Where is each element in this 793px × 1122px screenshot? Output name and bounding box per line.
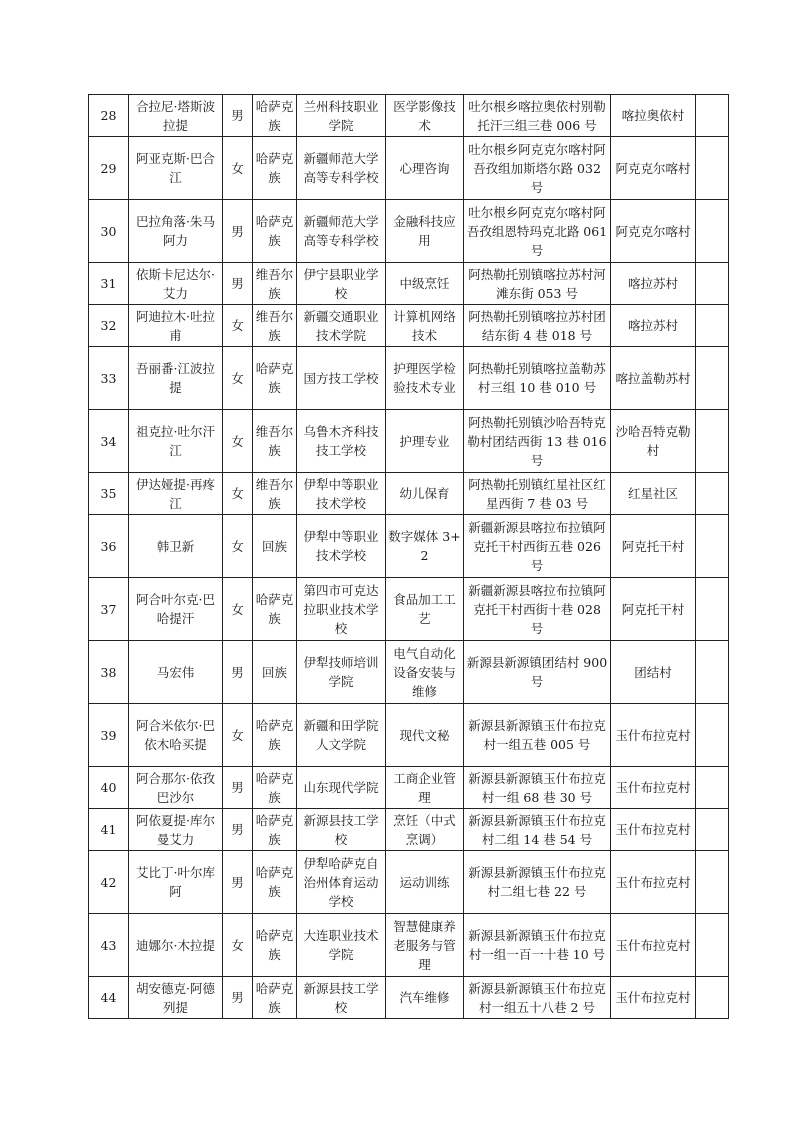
gender-cell: 男 (223, 977, 253, 1019)
major-cell: 计算机网络技术 (386, 305, 464, 347)
remarks-cell (696, 977, 729, 1019)
major-cell: 烹饪（中式烹调） (386, 809, 464, 851)
remarks-cell (696, 410, 729, 473)
remarks-cell (696, 95, 729, 137)
student-name-cell: 阿合那尔·依孜巴沙尔 (129, 767, 223, 809)
village-cell: 喀拉苏村 (611, 305, 696, 347)
gender-cell: 女 (223, 347, 253, 410)
village-cell: 喀拉苏村 (611, 263, 696, 305)
home-address-cell: 阿热勒托别镇喀拉苏村团结东街 4 巷 018 号 (464, 305, 611, 347)
row-index-cell: 41 (89, 809, 129, 851)
school-name-cell: 新疆和田学院人文学院 (297, 704, 386, 767)
remarks-cell (696, 473, 729, 515)
home-address-cell: 阿热勒托别镇喀拉苏村河滩东街 053 号 (464, 263, 611, 305)
major-cell: 护理专业 (386, 410, 464, 473)
gender-cell: 男 (223, 641, 253, 704)
remarks-cell (696, 851, 729, 914)
gender-cell: 女 (223, 914, 253, 977)
major-cell: 工商企业管理 (386, 767, 464, 809)
row-index-cell: 31 (89, 263, 129, 305)
table-row (89, 641, 729, 704)
major-cell: 食品加工工艺 (386, 578, 464, 641)
village-cell: 沙哈吾特克勒村 (611, 410, 696, 473)
home-address-cell: 新源县新源镇玉什布拉克村一组五巷 005 号 (464, 704, 611, 767)
student-name-cell: 艾比丁·叶尔库阿 (129, 851, 223, 914)
ethnicity-cell: 哈萨克族 (253, 704, 297, 767)
gender-cell: 女 (223, 473, 253, 515)
school-name-cell: 新疆交通职业技术学院 (297, 305, 386, 347)
remarks-cell (696, 347, 729, 410)
ethnicity-cell: 回族 (253, 515, 297, 578)
school-name-cell: 伊犁技师培训学院 (297, 641, 386, 704)
student-name-cell: 韩卫新 (129, 515, 223, 578)
table-row (89, 914, 729, 977)
remarks-cell (696, 704, 729, 767)
table-row (89, 767, 729, 809)
major-cell: 医学影像技术 (386, 95, 464, 137)
table-row (89, 410, 729, 473)
major-cell: 电气自动化设备安装与维修 (386, 641, 464, 704)
school-name-cell: 大连职业技术学院 (297, 914, 386, 977)
village-cell: 喀拉盖勒苏村 (611, 347, 696, 410)
school-name-cell: 第四市可克达拉职业技术学校 (297, 578, 386, 641)
ethnicity-cell: 回族 (253, 641, 297, 704)
ethnicity-cell: 哈萨克族 (253, 767, 297, 809)
village-cell: 阿克克尔喀村 (611, 200, 696, 263)
gender-cell: 女 (223, 704, 253, 767)
remarks-cell (696, 200, 729, 263)
home-address-cell: 吐尔根乡阿克克尔喀村阿吾孜组加斯塔尔路 032 号 (464, 137, 611, 200)
student-name-cell: 阿合米依尔·巴依木哈买提 (129, 704, 223, 767)
gender-cell: 女 (223, 515, 253, 578)
row-index-cell: 29 (89, 137, 129, 200)
major-cell: 运动训练 (386, 851, 464, 914)
table-row (89, 473, 729, 515)
student-name-cell: 阿依夏提·库尔曼艾力 (129, 809, 223, 851)
ethnicity-cell: 哈萨克族 (253, 578, 297, 641)
row-index-cell: 42 (89, 851, 129, 914)
gender-cell: 男 (223, 851, 253, 914)
remarks-cell (696, 767, 729, 809)
student-name-cell: 巴拉角落·朱马阿力 (129, 200, 223, 263)
village-cell: 红星社区 (611, 473, 696, 515)
gender-cell: 男 (223, 200, 253, 263)
home-address-cell: 吐尔根乡阿克克尔喀村阿吾孜组恩特玛克北路 061 号 (464, 200, 611, 263)
major-cell: 数字媒体 3+2 (386, 515, 464, 578)
row-index-cell: 33 (89, 347, 129, 410)
gender-cell: 男 (223, 263, 253, 305)
home-address-cell: 吐尔根乡喀拉奥依村别勒托汗三组三巷 006 号 (464, 95, 611, 137)
row-index-cell: 43 (89, 914, 129, 977)
table-row (89, 347, 729, 410)
major-cell: 汽车维修 (386, 977, 464, 1019)
student-name-cell: 胡安德克·阿德列提 (129, 977, 223, 1019)
gender-cell: 男 (223, 809, 253, 851)
home-address-cell: 新源县新源镇团结村 900 号 (464, 641, 611, 704)
major-cell: 金融科技应用 (386, 200, 464, 263)
village-cell: 喀拉奥依村 (611, 95, 696, 137)
table-row (89, 95, 729, 137)
student-name-cell: 马宏伟 (129, 641, 223, 704)
student-name-cell: 合拉尼·塔斯波拉提 (129, 95, 223, 137)
remarks-cell (696, 305, 729, 347)
village-cell: 玉什布拉克村 (611, 977, 696, 1019)
gender-cell: 女 (223, 305, 253, 347)
home-address-cell: 新疆新源县喀拉布拉镇阿克托干村西街五巷 026 号 (464, 515, 611, 578)
home-address-cell: 新源县新源镇玉什布拉克村一组 68 巷 30 号 (464, 767, 611, 809)
table-row (89, 515, 729, 578)
ethnicity-cell: 哈萨克族 (253, 914, 297, 977)
village-cell: 玉什布拉克村 (611, 809, 696, 851)
table-row (89, 809, 729, 851)
remarks-cell (696, 515, 729, 578)
remarks-cell (696, 578, 729, 641)
ethnicity-cell: 哈萨克族 (253, 200, 297, 263)
row-index-cell: 32 (89, 305, 129, 347)
remarks-cell (696, 137, 729, 200)
table-row (89, 263, 729, 305)
table-row (89, 137, 729, 200)
remarks-cell (696, 641, 729, 704)
row-index-cell: 38 (89, 641, 129, 704)
ethnicity-cell: 哈萨克族 (253, 809, 297, 851)
table-row (89, 305, 729, 347)
table-row (89, 578, 729, 641)
major-cell: 中级烹饪 (386, 263, 464, 305)
gender-cell: 男 (223, 95, 253, 137)
village-cell: 玉什布拉克村 (611, 851, 696, 914)
ethnicity-cell: 哈萨克族 (253, 137, 297, 200)
roster-body (89, 95, 729, 1019)
village-cell: 玉什布拉克村 (611, 767, 696, 809)
village-cell: 阿克托干村 (611, 578, 696, 641)
row-index-cell: 30 (89, 200, 129, 263)
ethnicity-cell: 哈萨克族 (253, 977, 297, 1019)
village-cell: 团结村 (611, 641, 696, 704)
student-name-cell: 阿合叶尔克·巴哈提汗 (129, 578, 223, 641)
village-cell: 玉什布拉克村 (611, 704, 696, 767)
gender-cell: 女 (223, 137, 253, 200)
row-index-cell: 39 (89, 704, 129, 767)
major-cell: 智慧健康养老服务与管理 (386, 914, 464, 977)
remarks-cell (696, 263, 729, 305)
row-index-cell: 36 (89, 515, 129, 578)
school-name-cell: 山东现代学院 (297, 767, 386, 809)
school-name-cell: 兰州科技职业学院 (297, 95, 386, 137)
ethnicity-cell: 维吾尔族 (253, 410, 297, 473)
village-cell: 阿克克尔喀村 (611, 137, 696, 200)
home-address-cell: 新源县新源镇玉什布拉克村一组一百一十巷 10 号 (464, 914, 611, 977)
ethnicity-cell: 哈萨克族 (253, 347, 297, 410)
remarks-cell (696, 809, 729, 851)
row-index-cell: 34 (89, 410, 129, 473)
home-address-cell: 新疆新源县喀拉布拉镇阿克托干村西街十巷 028 号 (464, 578, 611, 641)
gender-cell: 女 (223, 578, 253, 641)
school-name-cell: 伊犁哈萨克自治州体育运动学校 (297, 851, 386, 914)
school-name-cell: 乌鲁木齐科技技工学校 (297, 410, 386, 473)
table-row (89, 704, 729, 767)
gender-cell: 男 (223, 767, 253, 809)
student-name-cell: 阿亚克斯·巴合江 (129, 137, 223, 200)
student-name-cell: 伊达娅提·再疼江 (129, 473, 223, 515)
table-row (89, 851, 729, 914)
school-name-cell: 新源县技工学校 (297, 809, 386, 851)
major-cell: 心理咨询 (386, 137, 464, 200)
village-cell: 玉什布拉克村 (611, 914, 696, 977)
school-name-cell: 新疆师范大学高等专科学校 (297, 200, 386, 263)
row-index-cell: 44 (89, 977, 129, 1019)
row-index-cell: 40 (89, 767, 129, 809)
home-address-cell: 阿热勒托别镇红星社区红星西街 7 巷 03 号 (464, 473, 611, 515)
remarks-cell (696, 914, 729, 977)
student-name-cell: 依斯卡尼达尔·艾力 (129, 263, 223, 305)
school-name-cell: 伊犁中等职业技术学校 (297, 515, 386, 578)
ethnicity-cell: 维吾尔族 (253, 305, 297, 347)
major-cell: 幼儿保育 (386, 473, 464, 515)
village-cell: 阿克托干村 (611, 515, 696, 578)
major-cell: 现代文秘 (386, 704, 464, 767)
ethnicity-cell: 维吾尔族 (253, 473, 297, 515)
ethnicity-cell: 哈萨克族 (253, 95, 297, 137)
student-name-cell: 祖克拉·吐尔汗江 (129, 410, 223, 473)
student-name-cell: 迪娜尔·木拉提 (129, 914, 223, 977)
school-name-cell: 伊犁中等职业技术学校 (297, 473, 386, 515)
row-index-cell: 35 (89, 473, 129, 515)
row-index-cell: 37 (89, 578, 129, 641)
home-address-cell: 阿热勒托别镇喀拉盖勒苏村三组 10 巷 010 号 (464, 347, 611, 410)
home-address-cell: 新源县新源镇玉什布拉克村二组七巷 22 号 (464, 851, 611, 914)
major-cell: 护理医学检验技术专业 (386, 347, 464, 410)
school-name-cell: 新疆师范大学高等专科学校 (297, 137, 386, 200)
student-name-cell: 吾丽番·江波拉提 (129, 347, 223, 410)
ethnicity-cell: 哈萨克族 (253, 851, 297, 914)
school-name-cell: 伊宁县职业学校 (297, 263, 386, 305)
table-row (89, 977, 729, 1019)
student-roster-table (88, 94, 729, 1019)
home-address-cell: 阿热勒托别镇沙哈吾特克勒村团结西街 13 巷 016 号 (464, 410, 611, 473)
table-row (89, 200, 729, 263)
ethnicity-cell: 维吾尔族 (253, 263, 297, 305)
gender-cell: 女 (223, 410, 253, 473)
school-name-cell: 国方技工学校 (297, 347, 386, 410)
row-index-cell: 28 (89, 95, 129, 137)
home-address-cell: 新源县新源镇玉什布拉克村二组 14 巷 54 号 (464, 809, 611, 851)
school-name-cell: 新源县技工学校 (297, 977, 386, 1019)
student-name-cell: 阿迪拉木·吐拉甫 (129, 305, 223, 347)
home-address-cell: 新源县新源镇玉什布拉克村一组五十八巷 2 号 (464, 977, 611, 1019)
